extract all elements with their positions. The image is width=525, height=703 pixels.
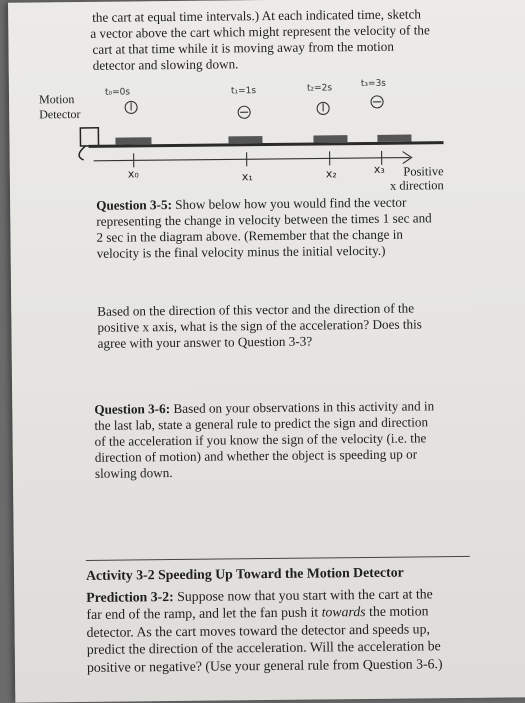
- question-3-5: [96, 194, 432, 262]
- prediction-line: detector. As the cart moves toward the detector and speeds up,: [87, 620, 443, 641]
- prediction-title: Prediction 3-2:: [86, 589, 174, 605]
- prediction-line: predict the direction of the acceleration. Will the acceleration be: [87, 637, 443, 658]
- velocity-sketch-1-icon: [238, 106, 250, 118]
- time-label-0: t₀=0s: [105, 87, 130, 97]
- intro-line: the cart at equal time intervals.) At each indicated time, sketch: [92, 6, 430, 26]
- velocity-sketch-0-icon: [125, 101, 137, 113]
- question-3-5-followup: [97, 300, 422, 351]
- question-line: representing the change in velocity between the times 1 sec and: [96, 210, 432, 230]
- prediction-line: positive or negative? (Use your general rule from Question 3-6.): [87, 655, 443, 676]
- axis-label-line: x direction: [390, 178, 444, 193]
- position-label-0: x₀: [128, 167, 139, 180]
- activity-title: Activity 3-2 Speeding Up Toward the Motion Detector: [86, 563, 442, 584]
- question-line: Based on the direction of this vector and the direction of the: [97, 300, 422, 319]
- question-text: Show below how you would find the vector: [172, 195, 407, 212]
- question-line: agree with your answer to Question 3-3?: [98, 332, 423, 351]
- prediction-text: the motion: [366, 603, 429, 619]
- time-label-1: t₁=1s: [231, 86, 256, 96]
- position-label-2: x₂: [326, 167, 337, 180]
- time-label-3: t₃=3s: [361, 79, 386, 89]
- velocity-sketch-2-icon: [317, 102, 329, 114]
- prediction-text: Suppose now that you start with the cart at the: [174, 586, 433, 604]
- question-text: Based on your observations in this activity and in: [170, 398, 434, 416]
- question-line: the last lab, state a general rule to predict the sign and direction: [94, 414, 434, 434]
- question-line: slowing down.: [95, 462, 435, 482]
- intro-line: cart at that time while it is moving away from the motion: [92, 38, 430, 58]
- question-title: Question 3-5:: [96, 197, 172, 213]
- intro-paragraph: [92, 6, 430, 74]
- question-title: Question 3-6:: [94, 401, 170, 417]
- velocity-sketch-3-icon: [371, 96, 383, 108]
- prediction-emphasis: towards: [322, 604, 366, 619]
- position-label-3: x₃: [374, 163, 385, 176]
- question-line: positive x axis, what is the sign of the acceleration? Does this: [97, 316, 422, 335]
- activity-3-2: [86, 563, 443, 676]
- prediction-text: far end of the ramp, and let the fan push it: [86, 604, 321, 621]
- question-line: direction of motion) and whether the object is speeding up or: [95, 446, 435, 466]
- positive-direction-label: [390, 164, 444, 193]
- time-label-2: t₂=2s: [307, 83, 332, 93]
- question-3-6: [94, 398, 435, 482]
- position-label-1: x₁: [242, 170, 253, 183]
- worksheet-page: [8, 0, 525, 703]
- axis-label-line: Positive: [390, 164, 444, 179]
- question-line: velocity is the final velocity minus the initial velocity.): [97, 242, 433, 262]
- position-axis: [94, 151, 412, 168]
- detector-label-line: Detector: [39, 107, 80, 122]
- motion-detector-icon: [79, 128, 99, 160]
- detector-label-line: Motion: [39, 92, 80, 107]
- intro-line: a vector above the cart which might represent the velocity of the: [90, 22, 430, 42]
- intro-line: detector and slowing down.: [93, 54, 431, 74]
- section-divider: [86, 556, 470, 561]
- question-line: of the acceleration if you know the sign of the velocity (i.e. the: [95, 430, 435, 450]
- question-line: 2 sec in the diagram above. (Remember that the change in: [96, 226, 432, 246]
